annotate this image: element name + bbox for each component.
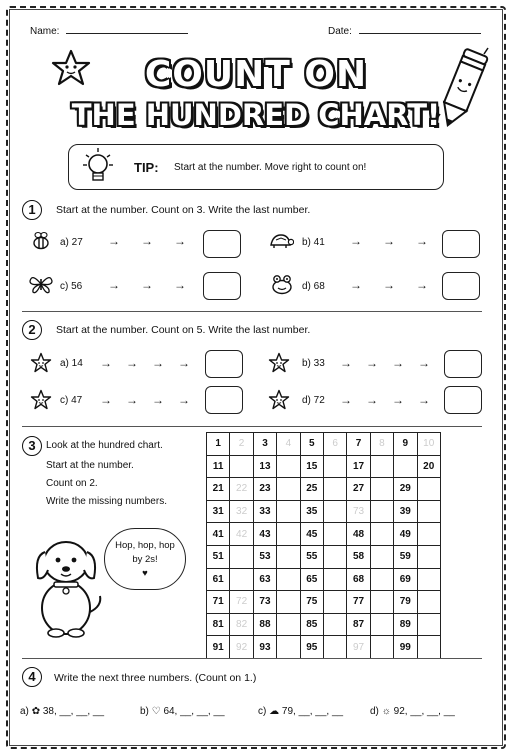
blank-cell[interactable] xyxy=(277,568,300,591)
blank-cell[interactable] xyxy=(277,636,300,659)
answer-box-2d[interactable] xyxy=(444,386,482,414)
arrow: → xyxy=(174,278,186,292)
number-cell: 81 xyxy=(207,613,230,636)
puppy-icon xyxy=(28,530,106,640)
number-cell: 68 xyxy=(347,568,370,591)
arrow: → xyxy=(126,356,138,370)
answer-blanks[interactable]: __, __, __ xyxy=(410,706,455,717)
title-line-1: COUNT ON xyxy=(144,54,368,95)
divider xyxy=(22,658,482,659)
number-cell: 91 xyxy=(207,636,230,659)
section-2-instruction: Start at the number. Count on 5. Write the last number. xyxy=(56,324,311,336)
number-cell: 93 xyxy=(253,636,276,659)
blank-cell[interactable] xyxy=(417,545,440,568)
star-icon xyxy=(30,389,52,411)
hundred-chart-row xyxy=(207,523,441,546)
number-cell: 99 xyxy=(394,636,417,659)
arrow: → xyxy=(418,356,430,370)
answer-box-1d[interactable] xyxy=(442,272,480,300)
hundred-chart-row xyxy=(207,455,441,478)
arrow: → xyxy=(108,278,120,292)
star-icon xyxy=(30,352,52,374)
arrow: → xyxy=(100,356,112,370)
bee-icon xyxy=(30,230,52,252)
arrow: → xyxy=(416,234,428,248)
blank-cell[interactable] xyxy=(277,523,300,546)
arrow: → xyxy=(383,278,395,292)
blank-cell[interactable] xyxy=(370,500,393,523)
item-1a-label: a) 27 xyxy=(60,237,83,248)
item-prefix: a) xyxy=(20,706,29,717)
number-cell: 85 xyxy=(300,613,323,636)
divider xyxy=(22,426,482,427)
number-cell: 59 xyxy=(394,545,417,568)
number-cell: 10 xyxy=(417,433,440,456)
blank-cell[interactable] xyxy=(230,455,253,478)
hundred-chart-row xyxy=(207,545,441,568)
number-cell: 45 xyxy=(300,523,323,546)
number-cell: 88 xyxy=(253,613,276,636)
arrow: → xyxy=(152,356,164,370)
item-prefix: d) xyxy=(370,706,379,717)
item-2c-label: c) 47 xyxy=(60,395,83,406)
star-icon xyxy=(268,389,290,411)
arrow: → xyxy=(126,393,138,407)
number-cell: 8 xyxy=(370,433,393,456)
date-field[interactable] xyxy=(328,26,481,37)
divider xyxy=(22,311,482,312)
section-3-instruction-2: Start at the number. xyxy=(46,460,134,471)
hundred-chart-row xyxy=(207,478,441,501)
section-1-instruction: Start at the number. Count on 3. Write the last number. xyxy=(56,204,311,216)
number-cell: 5 xyxy=(300,433,323,456)
butterfly-icon xyxy=(28,273,54,295)
blank-cell[interactable] xyxy=(323,500,346,523)
sequence-item-a[interactable] xyxy=(20,706,104,717)
hundred-chart-row xyxy=(207,591,441,614)
lightbulb-icon xyxy=(82,146,114,188)
number-cell: 21 xyxy=(207,478,230,501)
section-3-instruction-3: Count on 2. xyxy=(46,478,98,489)
date-line xyxy=(359,33,481,34)
blank-cell[interactable] xyxy=(394,455,417,478)
turtle-icon xyxy=(268,232,294,250)
blank-cell[interactable] xyxy=(277,591,300,614)
number-cell: 3 xyxy=(253,433,276,456)
start-number: 38, xyxy=(42,706,57,717)
number-cell: 39 xyxy=(394,500,417,523)
number-cell: 53 xyxy=(253,545,276,568)
item-2d-label: d) 72 xyxy=(302,395,325,406)
number-cell: 27 xyxy=(347,478,370,501)
number-cell: 29 xyxy=(394,478,417,501)
blank-cell[interactable] xyxy=(323,591,346,614)
name-label: Name: xyxy=(30,26,60,37)
blank-cell[interactable] xyxy=(277,455,300,478)
date-label: Date: xyxy=(328,26,352,37)
arrow: → xyxy=(392,356,404,370)
hundred-chart-row xyxy=(207,500,441,523)
bubble-line-2: by 2s! xyxy=(132,554,158,565)
item-1c-label: c) 56 xyxy=(60,281,83,292)
number-cell: 73 xyxy=(347,500,370,523)
number-cell: 33 xyxy=(253,500,276,523)
number-cell: 32 xyxy=(230,500,253,523)
number-cell: 92 xyxy=(230,636,253,659)
item-1d-label: d) 68 xyxy=(302,281,325,292)
blank-cell[interactable] xyxy=(323,478,346,501)
blank-cell[interactable] xyxy=(323,455,346,478)
item-2b-label: b) 33 xyxy=(302,358,325,369)
blank-cell[interactable] xyxy=(323,613,346,636)
name-field[interactable] xyxy=(30,26,188,37)
arrow: → xyxy=(418,393,430,407)
hundred-chart-row xyxy=(207,568,441,591)
number-cell: 9 xyxy=(394,433,417,456)
arrow: → xyxy=(152,393,164,407)
arrow: → xyxy=(108,234,120,248)
item-prefix: c) xyxy=(258,706,267,717)
blank-cell[interactable] xyxy=(417,478,440,501)
number-cell: 61 xyxy=(207,568,230,591)
star-icon xyxy=(268,352,290,374)
arrow: → xyxy=(366,393,378,407)
number-cell: 31 xyxy=(207,500,230,523)
number-cell: 87 xyxy=(347,613,370,636)
bubble-line-1: Hop, hop, hop xyxy=(115,540,175,551)
title-line-2: THE HUNDRED CHART! xyxy=(71,98,441,132)
blank-cell[interactable] xyxy=(230,568,253,591)
blank-cell[interactable] xyxy=(417,636,440,659)
number-cell: 73 xyxy=(253,591,276,614)
number-cell: 49 xyxy=(394,523,417,546)
section-2-number: 2 xyxy=(22,320,42,340)
answer-box-1a[interactable] xyxy=(203,230,241,258)
arrow: → xyxy=(350,278,362,292)
number-cell: 43 xyxy=(253,523,276,546)
blank-cell[interactable] xyxy=(323,568,346,591)
number-cell: 72 xyxy=(230,591,253,614)
section-3-instruction-1: Look at the hundred chart. xyxy=(46,440,163,451)
blank-cell[interactable] xyxy=(417,500,440,523)
heart-icon: ♡ xyxy=(151,706,161,717)
item-1b-label: b) 41 xyxy=(302,237,325,248)
blank-cell[interactable] xyxy=(417,523,440,546)
number-cell: 42 xyxy=(230,523,253,546)
section-4-number: 4 xyxy=(22,667,42,687)
blank-cell[interactable] xyxy=(370,591,393,614)
tip-text: Start at the number. Move right to count on! xyxy=(174,162,367,173)
number-cell: 25 xyxy=(300,478,323,501)
number-cell: 89 xyxy=(394,613,417,636)
arrow: → xyxy=(392,393,404,407)
arrow: → xyxy=(340,393,352,407)
number-cell: 20 xyxy=(417,455,440,478)
answer-box-1b[interactable] xyxy=(442,230,480,258)
sequence-item-d[interactable] xyxy=(370,706,455,717)
section-3-number: 3 xyxy=(22,436,42,456)
tip-label: TIP: xyxy=(134,160,159,175)
arrow: → xyxy=(100,393,112,407)
hundred-chart-row xyxy=(207,636,441,659)
arrow: → xyxy=(383,234,395,248)
answer-blanks[interactable]: __, __, __ xyxy=(180,706,225,717)
section-3-instruction-4: Write the missing numbers. xyxy=(46,496,167,507)
blank-cell[interactable] xyxy=(323,545,346,568)
answer-box-2c[interactable] xyxy=(205,386,243,414)
blank-cell[interactable] xyxy=(323,636,346,659)
answer-blanks[interactable]: __, __, __ xyxy=(298,706,344,717)
blank-cell[interactable] xyxy=(277,478,300,501)
number-cell: 69 xyxy=(394,568,417,591)
sequence-item-c[interactable] xyxy=(258,706,343,717)
arrow: → xyxy=(174,234,186,248)
arrow: → xyxy=(416,278,428,292)
number-cell: 4 xyxy=(277,433,300,456)
blank-cell[interactable] xyxy=(323,523,346,546)
start-number: 92, xyxy=(393,706,408,717)
sun-icon: ☼ xyxy=(381,706,391,717)
arrow: → xyxy=(141,278,153,292)
start-number: 64, xyxy=(163,706,178,717)
number-cell: 41 xyxy=(207,523,230,546)
number-cell: 2 xyxy=(230,433,253,456)
start-number: 79, xyxy=(281,706,296,717)
item-prefix: b) xyxy=(140,706,149,717)
item-2a-label: a) 14 xyxy=(60,358,83,369)
answer-box-1c[interactable] xyxy=(203,272,241,300)
hundred-chart-row xyxy=(207,613,441,636)
name-line xyxy=(66,33,188,34)
number-cell: 48 xyxy=(347,523,370,546)
blank-cell[interactable] xyxy=(417,613,440,636)
number-cell: 1 xyxy=(207,433,230,456)
number-cell: 17 xyxy=(347,455,370,478)
blank-cell[interactable] xyxy=(417,591,440,614)
number-cell: 77 xyxy=(347,591,370,614)
answer-box-2a[interactable] xyxy=(205,350,243,378)
hundred-chart xyxy=(206,432,441,659)
number-cell: 7 xyxy=(347,433,370,456)
number-cell: 6 xyxy=(323,433,346,456)
blank-cell[interactable] xyxy=(370,545,393,568)
number-cell: 51 xyxy=(207,545,230,568)
blank-cell[interactable] xyxy=(370,478,393,501)
blank-cell[interactable] xyxy=(370,523,393,546)
hundred-chart-row xyxy=(207,433,441,456)
number-cell: 22 xyxy=(230,478,253,501)
arrow: → xyxy=(366,356,378,370)
number-cell: 95 xyxy=(300,636,323,659)
blank-cell[interactable] xyxy=(370,568,393,591)
blank-cell[interactable] xyxy=(370,455,393,478)
arrow: → xyxy=(350,234,362,248)
blank-cell[interactable] xyxy=(230,545,253,568)
arrow: → xyxy=(178,356,190,370)
number-cell: 11 xyxy=(207,455,230,478)
section-1-number: 1 xyxy=(22,200,42,220)
arrow: → xyxy=(141,234,153,248)
arrow: → xyxy=(340,356,352,370)
number-cell: 79 xyxy=(394,591,417,614)
speech-bubble xyxy=(104,528,186,590)
number-cell: 23 xyxy=(253,478,276,501)
number-cell: 71 xyxy=(207,591,230,614)
sequence-item-b[interactable] xyxy=(140,706,225,717)
number-cell: 65 xyxy=(300,568,323,591)
answer-box-2b[interactable] xyxy=(444,350,482,378)
number-cell: 15 xyxy=(300,455,323,478)
blank-cell[interactable] xyxy=(370,613,393,636)
cloud-icon: ☁ xyxy=(269,706,280,717)
blank-cell[interactable] xyxy=(370,636,393,659)
number-cell: 82 xyxy=(230,613,253,636)
heart-icon: ♥ xyxy=(142,568,148,579)
number-cell: 63 xyxy=(253,568,276,591)
number-cell: 55 xyxy=(300,545,323,568)
blank-cell[interactable] xyxy=(277,613,300,636)
flower-icon: ✿ xyxy=(31,706,41,717)
frog-icon xyxy=(270,273,294,295)
blank-cell[interactable] xyxy=(277,500,300,523)
number-cell: 58 xyxy=(347,545,370,568)
answer-blanks[interactable]: __, __, __ xyxy=(59,706,105,717)
blank-cell[interactable] xyxy=(417,568,440,591)
blank-cell[interactable] xyxy=(277,545,300,568)
arrow: → xyxy=(178,393,190,407)
number-cell: 13 xyxy=(253,455,276,478)
number-cell: 35 xyxy=(300,500,323,523)
number-cell: 75 xyxy=(300,591,323,614)
number-cell: 97 xyxy=(347,636,370,659)
section-4-instruction: Write the next three numbers. (Count on 1.) xyxy=(54,672,257,684)
